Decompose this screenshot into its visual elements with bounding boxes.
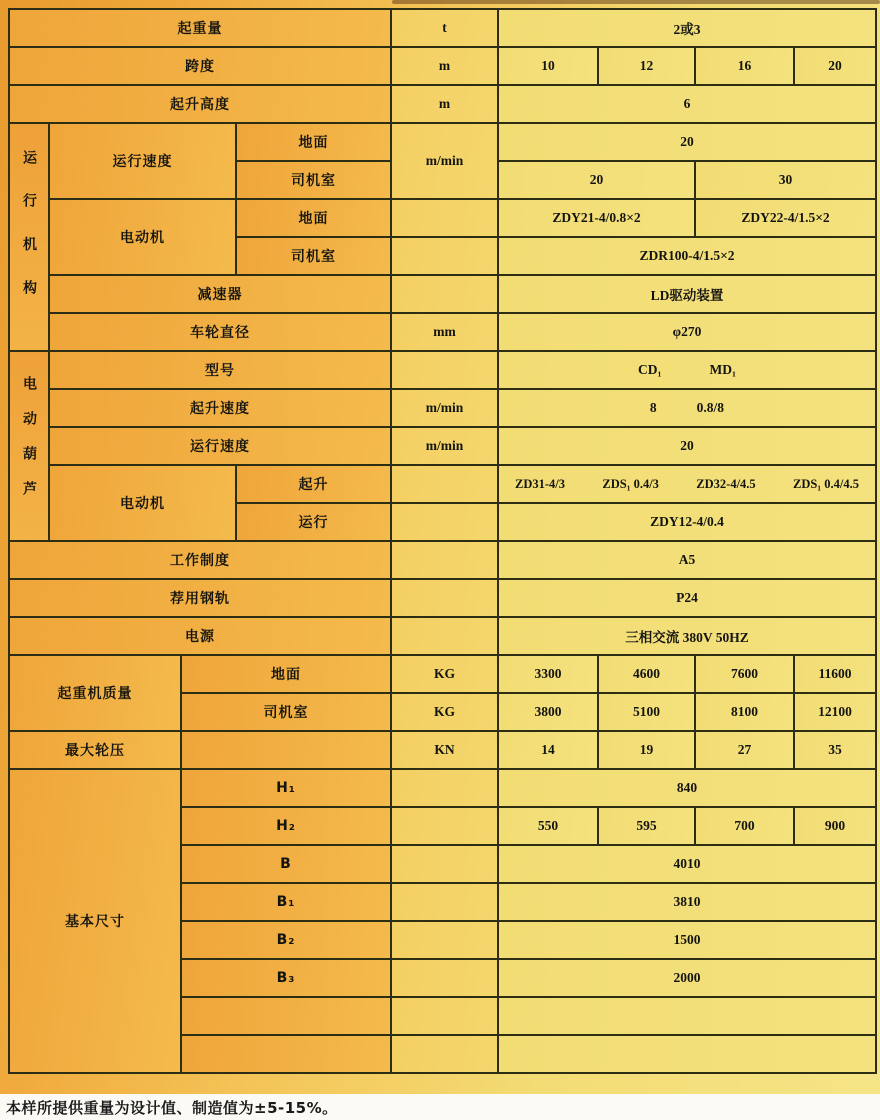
dim-b-unit-empty <box>391 845 498 883</box>
table-row <box>9 313 876 351</box>
span-value-1: 10 <box>498 47 598 85</box>
eh-model-label: 型号 <box>49 351 391 389</box>
dim-h1-label: H₁ <box>181 769 391 807</box>
eh-model-value-1: CD₁ <box>637 362 662 377</box>
crane-mass-ground-value-3: 7600 <box>695 655 794 693</box>
table-row <box>9 769 876 807</box>
rm-wheel-diameter-label: 车轮直径 <box>49 313 391 351</box>
dim-empty-value-2 <box>498 1035 876 1073</box>
dim-b-label: B <box>181 845 391 883</box>
table-row <box>9 655 876 693</box>
rm-speed-unit: m/min <box>391 123 498 199</box>
recommended-rail-value: P24 <box>498 579 876 617</box>
crane-mass-ground-value-1: 3300 <box>498 655 598 693</box>
rm-reducer-value: LD驱动装置 <box>498 275 876 313</box>
table-row <box>9 275 876 313</box>
eh-motor-lift-value-2: ZDS₁ 0.4/3 <box>602 476 659 491</box>
rm-speed-cab-value-1: 20 <box>498 161 695 199</box>
crane-mass-cab-value-2: 5100 <box>598 693 695 731</box>
dim-b2-unit-empty <box>391 921 498 959</box>
table-row <box>9 351 876 389</box>
eh-motor-travel-label: 运行 <box>236 503 391 541</box>
dim-h2-unit-empty <box>391 807 498 845</box>
max-wheel-load-label: 最大轮压 <box>9 731 181 769</box>
eh-model-value <box>498 351 876 389</box>
dim-h2-label: H₂ <box>181 807 391 845</box>
table-row <box>9 123 876 161</box>
crane-mass-ground-label: 地面 <box>181 655 391 693</box>
rm-speed-ground-value: 20 <box>498 123 876 161</box>
table-row <box>9 389 876 427</box>
dim-b3-unit-empty <box>391 959 498 997</box>
eh-motor-lift-value-4: ZDS₁ 0.4/4.5 <box>793 476 859 491</box>
rm-motor-ground-value-2: ZDY22-4/1.5×2 <box>695 199 876 237</box>
dim-empty-label-2 <box>181 1035 391 1073</box>
eh-model-value-2: MD₁ <box>709 362 737 377</box>
crane-mass-cab-label: 司机室 <box>181 693 391 731</box>
section-running-mechanism: 运行机构 <box>9 123 49 351</box>
table-row <box>9 199 876 237</box>
crane-mass-cab-value-4: 12100 <box>794 693 876 731</box>
dim-empty-unit-1 <box>391 997 498 1035</box>
lifting-capacity-unit: t <box>391 9 498 47</box>
dim-b2-value: 1500 <box>498 921 876 959</box>
max-wheel-load-value-2: 19 <box>598 731 695 769</box>
dim-empty-value-1 <box>498 997 876 1035</box>
eh-motor-lift-value-3: ZD32-4/4.5 <box>696 476 756 491</box>
lifting-capacity-label: 起重量 <box>9 9 391 47</box>
crane-mass-cab-value-1: 3800 <box>498 693 598 731</box>
crane-mass-ground-unit: KG <box>391 655 498 693</box>
dim-b1-unit-empty <box>391 883 498 921</box>
crane-mass-cab-unit: KG <box>391 693 498 731</box>
table-row <box>9 617 876 655</box>
rm-speed-ground-label: 地面 <box>236 123 391 161</box>
eh-motor-lift-unit-empty <box>391 465 498 503</box>
lifting-height-label: 起升高度 <box>9 85 391 123</box>
table-row <box>9 465 876 503</box>
dim-h2-value-2: 595 <box>598 807 695 845</box>
span-unit: m <box>391 47 498 85</box>
duty-class-value: A5 <box>498 541 876 579</box>
eh-motor-travel-value: ZDY12-4/0.4 <box>498 503 876 541</box>
lifting-height-value: 6 <box>498 85 876 123</box>
recommended-rail-label: 荐用钢轨 <box>9 579 391 617</box>
power-supply-value: 三相交流 380V 50HZ <box>498 617 876 655</box>
rm-wheel-diameter-unit: mm <box>391 313 498 351</box>
eh-motor-label: 电动机 <box>49 465 236 541</box>
dim-b3-value: 2000 <box>498 959 876 997</box>
duty-class-unit-empty <box>391 541 498 579</box>
table-row <box>9 427 876 465</box>
dim-h2-value-3: 700 <box>695 807 794 845</box>
eh-motor-lift-value-1: ZD31-4/3 <box>515 476 565 491</box>
eh-travel-speed-value: 20 <box>498 427 876 465</box>
table-row <box>9 9 876 47</box>
eh-lifting-speed-label: 起升速度 <box>49 389 391 427</box>
rm-motor-cab-value: ZDR100-4/1.5×2 <box>498 237 876 275</box>
max-wheel-load-value-3: 27 <box>695 731 794 769</box>
rm-travel-speed-label: 运行速度 <box>49 123 236 199</box>
power-supply-label: 电源 <box>9 617 391 655</box>
span-value-4: 20 <box>794 47 876 85</box>
lifting-height-unit: m <box>391 85 498 123</box>
crane-mass-cab-value-3: 8100 <box>695 693 794 731</box>
footer-strip <box>0 1094 880 1120</box>
table-row <box>9 541 876 579</box>
dim-b2-label: B₂ <box>181 921 391 959</box>
dim-b-value: 4010 <box>498 845 876 883</box>
table-row <box>9 47 876 85</box>
rm-motor-ground-value-1: ZDY21-4/0.8×2 <box>498 199 695 237</box>
rm-motor-cab-unit-empty <box>391 237 498 275</box>
dim-h2-value-1: 550 <box>498 807 598 845</box>
eh-lifting-speed-unit: m/min <box>391 389 498 427</box>
eh-lifting-speed-value-2: 0.8/8 <box>696 400 725 415</box>
power-supply-unit-empty <box>391 617 498 655</box>
dim-empty-label-1 <box>181 997 391 1035</box>
table-row <box>9 579 876 617</box>
crane-mass-ground-value-2: 4600 <box>598 655 695 693</box>
rm-reducer-label: 减速器 <box>49 275 391 313</box>
eh-travel-speed-unit: m/min <box>391 427 498 465</box>
dim-empty-unit-2 <box>391 1035 498 1073</box>
eh-motor-lift-values <box>498 465 876 503</box>
dim-b1-value: 3810 <box>498 883 876 921</box>
max-wheel-load-value-4: 35 <box>794 731 876 769</box>
span-value-3: 16 <box>695 47 794 85</box>
basic-dimensions-label: 基本尺寸 <box>9 769 181 1073</box>
crane-spec-table <box>8 8 877 1074</box>
dim-b1-label: B₁ <box>181 883 391 921</box>
dim-h1-unit-empty <box>391 769 498 807</box>
eh-model-unit-empty <box>391 351 498 389</box>
table-row <box>9 731 876 769</box>
rm-speed-cab-label: 司机室 <box>236 161 391 199</box>
table-row <box>9 85 876 123</box>
eh-motor-travel-unit-empty <box>391 503 498 541</box>
eh-lifting-speed-value-1: 8 <box>649 400 657 415</box>
dim-h2-value-4: 900 <box>794 807 876 845</box>
max-wheel-load-value-1: 14 <box>498 731 598 769</box>
footer-note: 本样所提供重量为设计值、制造值为±5-15%。 <box>6 1098 338 1117</box>
dim-b3-label: B₃ <box>181 959 391 997</box>
rm-motor-ground-label: 地面 <box>236 199 391 237</box>
max-wheel-load-unit: KN <box>391 731 498 769</box>
dim-h1-value: 840 <box>498 769 876 807</box>
section-electric-hoist: 电动葫芦 <box>9 351 49 541</box>
max-wheel-load-sub-empty <box>181 731 391 769</box>
rm-wheel-diameter-value: φ270 <box>498 313 876 351</box>
rm-motor-cab-label: 司机室 <box>236 237 391 275</box>
duty-class-label: 工作制度 <box>9 541 391 579</box>
recommended-rail-unit-empty <box>391 579 498 617</box>
crane-mass-ground-value-4: 11600 <box>794 655 876 693</box>
rm-reducer-unit-empty <box>391 275 498 313</box>
eh-lifting-speed-value <box>498 389 876 427</box>
lifting-capacity-value: 2或3 <box>498 9 876 47</box>
rm-motor-ground-unit-empty <box>391 199 498 237</box>
eh-travel-speed-label: 运行速度 <box>49 427 391 465</box>
span-value-2: 12 <box>598 47 695 85</box>
rm-motor-label: 电动机 <box>49 199 236 275</box>
eh-motor-lift-label: 起升 <box>236 465 391 503</box>
photo-top-edge <box>392 0 880 4</box>
span-label: 跨度 <box>9 47 391 85</box>
rm-speed-cab-value-2: 30 <box>695 161 876 199</box>
crane-mass-label: 起重机质量 <box>9 655 181 731</box>
